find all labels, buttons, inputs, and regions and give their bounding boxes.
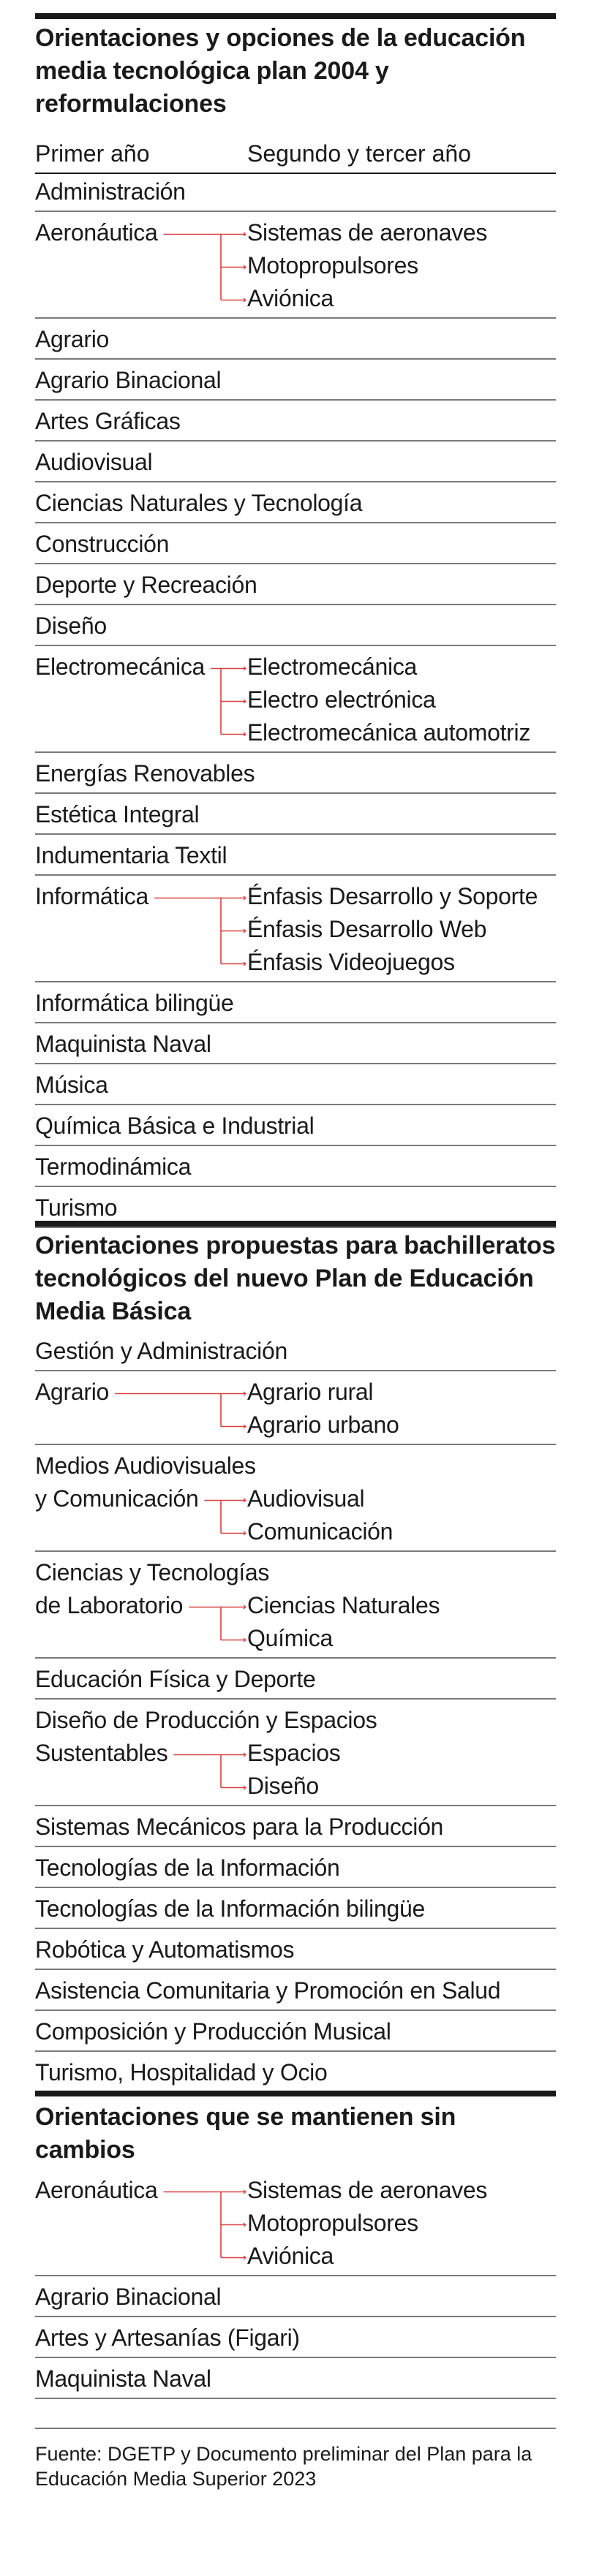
connector-arrow-icon: [244, 2223, 246, 2227]
connector-arrow-icon: [244, 1605, 246, 1609]
orientation-label: Maquinista Naval: [35, 2365, 211, 2392]
connector-arrow-icon: [244, 962, 246, 966]
connector-arrow-icon: [244, 1531, 246, 1535]
orientation-label: Ciencias Naturales y Tecnología: [35, 490, 363, 516]
orientation-label: Diseño de Producción y Espacios: [35, 1707, 377, 1733]
table-row: [35, 2322, 556, 2358]
orientation-label: Agrario Binacional: [35, 2284, 222, 2310]
connector-arrow-icon: [244, 2256, 246, 2259]
section-1-top-rule: [35, 13, 556, 19]
orientation-label: Estética Integral: [35, 801, 200, 827]
table-row: [35, 987, 556, 1023]
table-row: [35, 1110, 556, 1146]
table-row: [35, 569, 556, 605]
option-label: Agrario urbano: [247, 1412, 399, 1438]
orientation-label: y Comunicación: [35, 1485, 199, 1512]
table-row: [35, 2056, 556, 2093]
table-row: [35, 323, 556, 360]
orientation-label: Informática bilingüe: [35, 990, 234, 1016]
orientation-label: Sistemas Mecánicos para la Producción: [35, 1814, 444, 1840]
connector-arrow-icon: [244, 1425, 246, 1428]
connector-arrow-icon: [244, 732, 246, 736]
orientation-label: Agrario: [35, 1379, 110, 1405]
connector-arrow-icon: [244, 298, 246, 302]
orientation-label: Medios Audiovisuales: [35, 1452, 256, 1479]
table-row: [35, 1663, 556, 1700]
orientation-label: Audiovisual: [35, 449, 153, 475]
option-label: Aviónica: [247, 2243, 334, 2269]
connector-arrow-icon: [244, 232, 246, 236]
orientation-label: Turismo: [35, 1194, 118, 1221]
orientation-label: Aeronáutica: [35, 219, 158, 246]
table-row: [35, 798, 556, 835]
orientation-label: Agrario Binacional: [35, 367, 222, 393]
orientation-label: Educación Física y Deporte: [35, 1666, 316, 1692]
option-label: Electromecánica automotriz: [247, 719, 531, 746]
table-row: [35, 175, 556, 212]
table-row: [35, 1704, 556, 1806]
orientation-label: Tecnologías de la Información: [35, 1855, 340, 1881]
table-row: [35, 2363, 556, 2399]
orientation-label: Robótica y Automatismos: [35, 1936, 295, 1963]
orientation-label: Indumentaria Textil: [35, 842, 227, 868]
option-label: Motopropulsores: [247, 252, 418, 279]
orientation-label: Música: [35, 1072, 108, 1098]
table-row: [35, 1933, 556, 1970]
table-row: [35, 757, 556, 794]
orientation-label: Gestión y Administración: [35, 1338, 287, 1364]
table-row: [35, 1450, 556, 1552]
option-label: Énfasis Videojuegos: [247, 949, 455, 975]
connector-arrow-icon: [244, 700, 246, 703]
orientation-label: Diseño: [35, 613, 107, 639]
connector-arrow-icon: [244, 1499, 246, 1502]
orientation-label: Turismo, Hospitalidad y Ocio: [35, 2059, 328, 2086]
table-row: [35, 1893, 556, 1929]
table-row: [35, 446, 556, 482]
table-row: [35, 1811, 556, 1847]
orientation-label: Construcción: [35, 531, 170, 557]
section-2-title: Orientaciones propuestas para bachilleratos tecnológicos del nuevo Plan de Educación Media Básica: [35, 1232, 556, 1325]
connector-arrow-icon: [244, 667, 246, 670]
column-header-first-year: Primer año: [35, 140, 150, 167]
section-1-title: Orientaciones y opciones de la educación media tecnológica plan 2004 y reformulaciones: [35, 24, 526, 118]
orientation-label: Tecnologías de la Información bilingüe: [35, 1895, 425, 1922]
orientation-label: Administración: [35, 178, 186, 205]
option-label: Diseño: [247, 1773, 319, 1799]
table-row: [35, 528, 556, 564]
connector-arrow-icon: [244, 896, 246, 900]
option-label: Aviónica: [247, 285, 334, 311]
connector-arrow-icon: [244, 265, 246, 269]
orientation-label: Artes y Artesanías (Figari): [35, 2325, 300, 2351]
option-label: Énfasis Desarrollo Web: [247, 916, 487, 942]
table-row: [35, 1151, 556, 1187]
table-row: [35, 1852, 556, 1888]
section-3-title: Orientaciones que se mantienen sin cambios: [35, 2103, 456, 2164]
connector-arrow-icon: [244, 929, 246, 933]
table-row: [35, 364, 556, 401]
orientation-label: Química Básica e Industrial: [35, 1113, 315, 1139]
orientation-label: Artes Gráficas: [35, 408, 181, 434]
option-label: Énfasis Desarrollo y Soporte: [247, 883, 538, 909]
option-label: Agrario rural: [247, 1379, 374, 1405]
orientation-label: Informática: [35, 883, 148, 909]
orientation-label: Energías Renovables: [35, 760, 255, 787]
connector-arrow-icon: [244, 1392, 246, 1395]
table-row: [35, 1335, 556, 1371]
section-2-top-rule: [35, 1221, 556, 1227]
table-row: [35, 2281, 556, 2317]
orientation-label: Sustentables: [35, 1740, 168, 1766]
table-row: [35, 2174, 556, 2276]
table-row: [35, 216, 556, 319]
option-label: Audiovisual: [247, 1485, 365, 1512]
option-label: Sistemas de aeronaves: [247, 219, 488, 246]
option-label: Motopropulsores: [247, 2210, 418, 2236]
option-label: Comunicación: [247, 1518, 394, 1545]
orientation-label: Composición y Producción Musical: [35, 2018, 391, 2045]
table-row: [35, 1069, 556, 1105]
orientation-label: Aeronáutica: [35, 2177, 158, 2203]
footnote-rule: [35, 2428, 556, 2429]
connector-arrow-icon: [244, 1753, 246, 1757]
option-label: Electromecánica: [247, 654, 418, 680]
orientation-label: Deporte y Recreación: [35, 572, 257, 598]
table-row: [35, 839, 556, 876]
column-headers: [35, 135, 556, 174]
option-label: Química: [247, 1625, 334, 1651]
table-row: [35, 2015, 556, 2052]
orientation-label: Agrario: [35, 326, 110, 352]
table-row: [35, 880, 556, 982]
table-row: [35, 651, 556, 753]
option-label: Electro electrónica: [247, 686, 436, 713]
orientation-label: de Laboratorio: [35, 1592, 184, 1618]
table-row: [35, 610, 556, 646]
option-label: Espacios: [247, 1740, 341, 1766]
table-row: [35, 1376, 556, 1445]
column-header-second-third-year: Segundo y tercer año: [247, 140, 471, 167]
table-row: [35, 487, 556, 523]
connector-arrow-icon: [244, 1786, 246, 1789]
orientation-label: Termodinámica: [35, 1153, 192, 1180]
orientation-label: Maquinista Naval: [35, 1031, 211, 1057]
table-row: [35, 1028, 556, 1064]
section-3-top-rule: [35, 2091, 556, 2096]
infographic-page: [35, 13, 556, 2564]
table-row: [35, 1974, 556, 2011]
orientation-label: Electromecánica: [35, 654, 206, 680]
option-label: Ciencias Naturales: [247, 1592, 440, 1618]
table-row: [35, 405, 556, 442]
orientation-label: Ciencias y Tecnologías: [35, 1559, 270, 1586]
option-label: Sistemas de aeronaves: [247, 2177, 488, 2203]
connector-arrow-icon: [244, 2190, 246, 2194]
footnote-source: Fuente: DGETP y Documento preliminar del Plan para la Educación Media Superior 2023: [35, 2443, 532, 2490]
connector-arrow-icon: [244, 1638, 246, 1642]
table-row: [35, 1556, 556, 1659]
orientation-label: Asistencia Comunitaria y Promoción en Salud: [35, 1977, 501, 2004]
